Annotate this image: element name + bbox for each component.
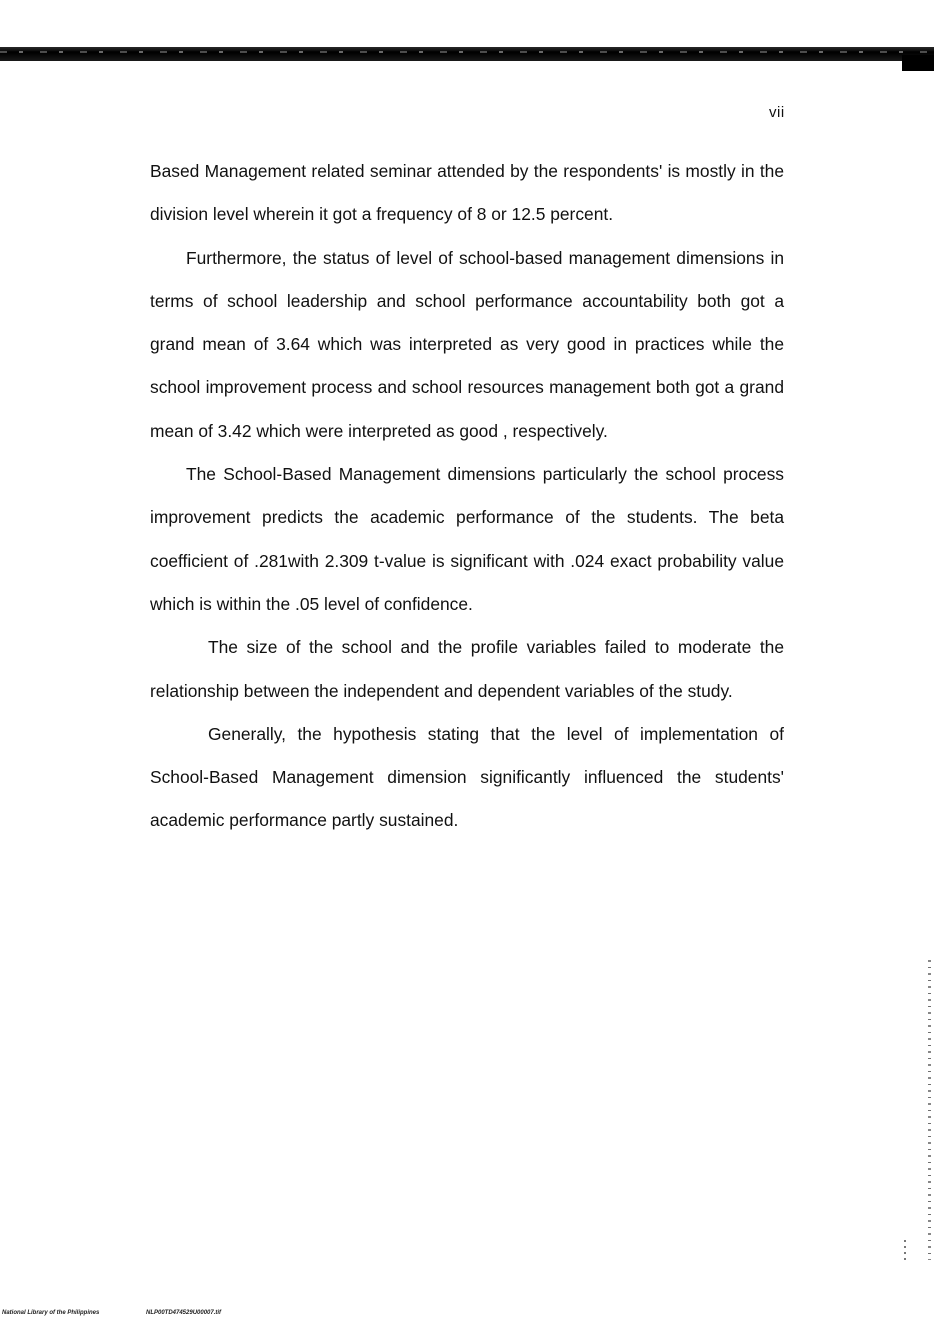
- scan-edge-noise-small: [904, 1240, 906, 1260]
- paragraph-moderator-variables: The size of the school and the profile variables failed to moderate the relationship between the independent and dependent variables of the study.: [150, 637, 784, 701]
- footer-file-code: NLP00TD474529U00007.tif: [146, 1310, 222, 1316]
- scan-edge-noise: [928, 960, 931, 1260]
- paragraph-sbm-predictor: The School-Based Management dimensions particularly the school process improvement predicts the academic performance of the students. The beta coefficient of .281with 2.309 t-value is significant with .024 exact probability value which is within the .05 level of confidence.: [150, 464, 784, 614]
- scan-corner-mark: [902, 55, 934, 71]
- paragraph-hypothesis-conclusion: Generally, the hypothesis stating that the level of implementation of School-Based Management dimension significantly influenced the students' academic performance partly sustained.: [150, 723, 784, 831]
- footer-library-source: National Library of the Philippines: [2, 1310, 100, 1316]
- scan-border-top: [0, 47, 934, 61]
- paragraph-sbm-dimensions-status: Furthermore, the status of level of school-based management dimensions in terms of school leadership and school performance accountability both got a grand mean of 3.64 which was interpreted as very good in practices while the school improvement process and school resources management both got a grand mean of 3.42 which were interpreted as good , respectively.: [150, 247, 784, 441]
- page-number: vii: [769, 104, 785, 121]
- paragraph-continuation: Based Management related seminar attended by the respondents' is mostly in the division level wherein it got a frequency of 8 or 12.5 percent.: [150, 161, 784, 225]
- document-body: [150, 150, 784, 843]
